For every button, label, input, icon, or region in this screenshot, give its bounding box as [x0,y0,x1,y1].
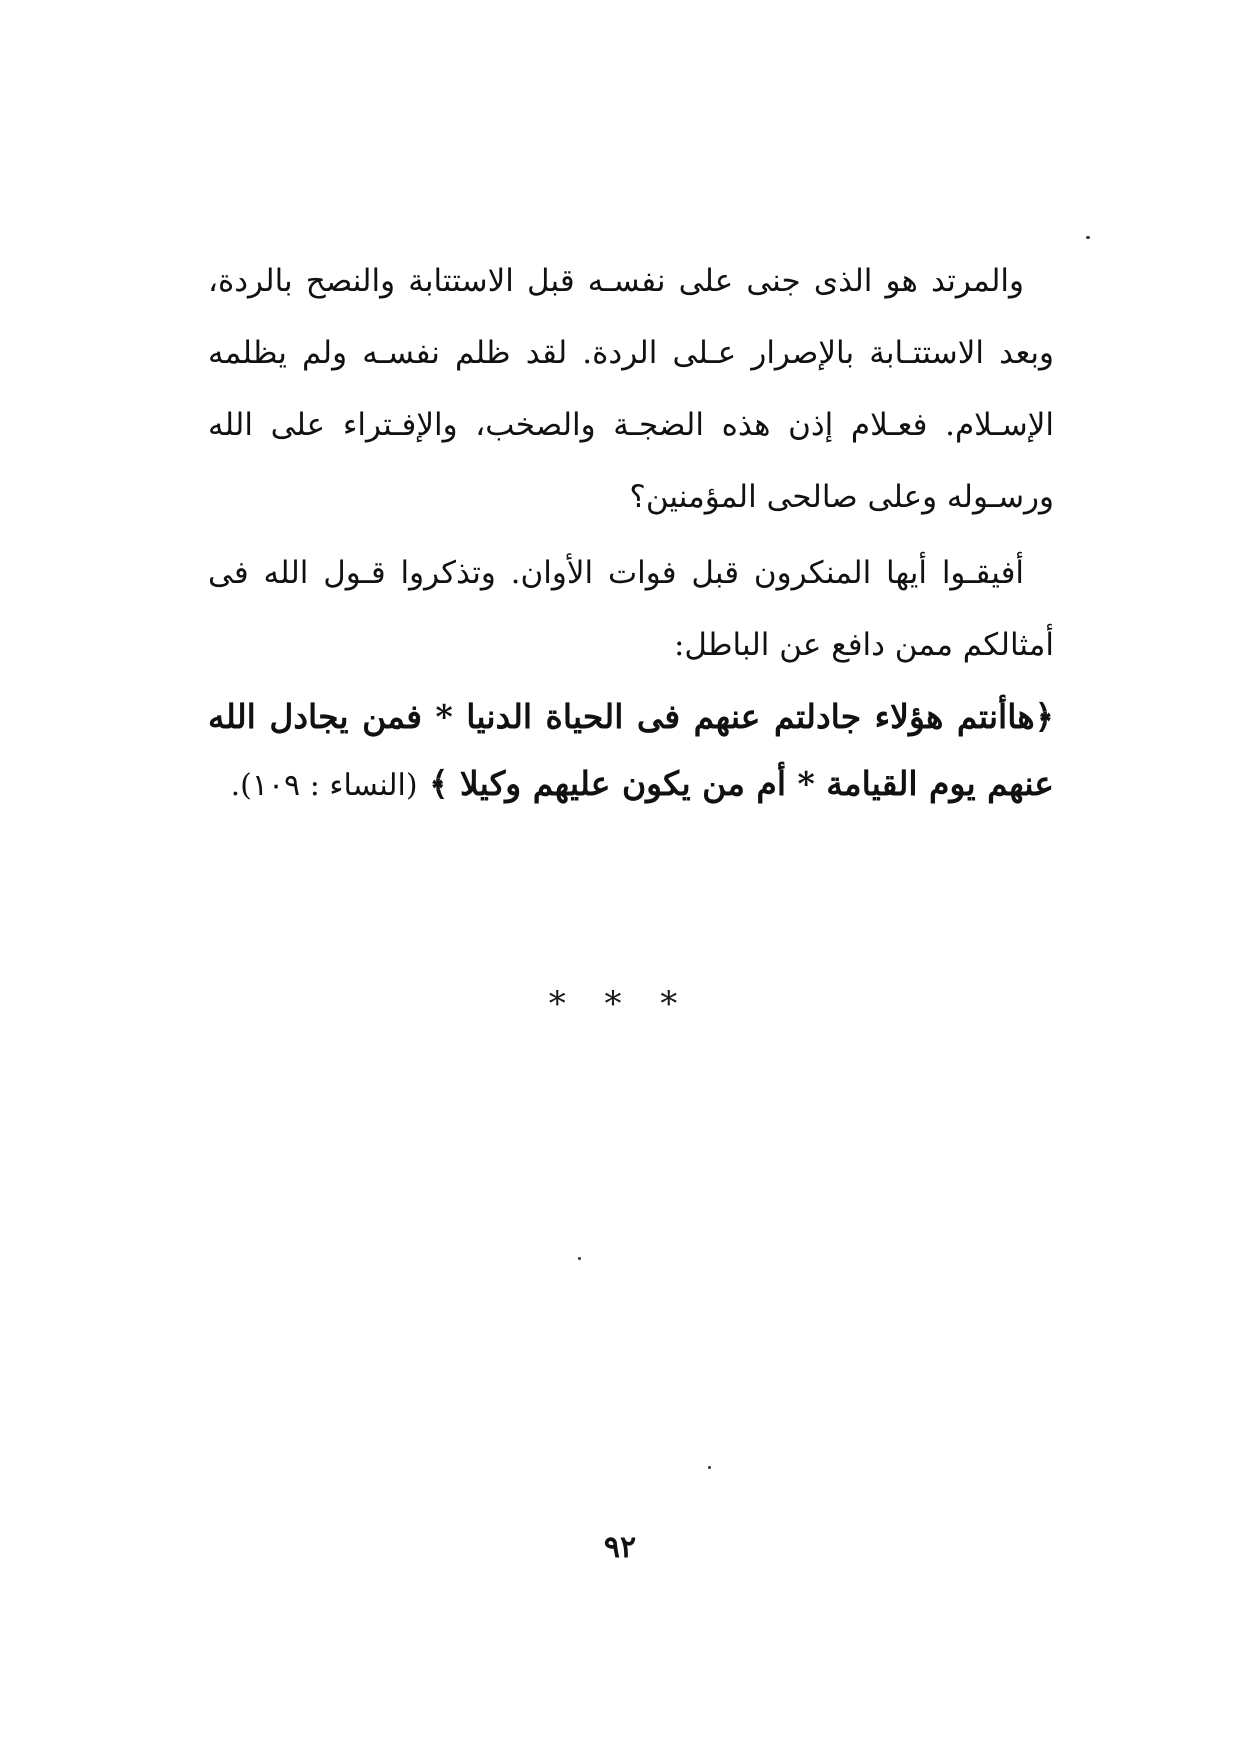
paragraph-apostate: والمرتد هو الذى جنى على نفسـه قبل الاستتابة والنصح بالردة، وبعد الاستتـابة بالإصرار عـلى الردة. لقد ظلم نفسـه ولم يظلمه الإسـلام. فعـلام إذن هذه الضجـة والصخب، والإفـتراء على الله ورسـوله وعلى صالحى المؤمنين؟ [208,263,1054,515]
quran-verse [208,683,1054,819]
scan-speck [708,1466,711,1469]
verse-reference: (النساء : ١٠٩). [230,768,418,803]
scan-speck [1086,236,1090,239]
scan-speck [578,1257,581,1260]
verse-text: ﴿هاأنتم هؤلاء جادلتم عنهم فى الحياة الدنيا * فمن يجادل الله عنهم يوم القيامة * أم من يكون عليهم وكيلا ﴾ [208,697,1054,803]
section-separator: * * * [548,984,692,1024]
paragraph-warning: أفيقـوا أيها المنكرون قبل فوات الأوان. وتذكروا قـول الله فى أمثالكم ممن دافع عن الباطل: [208,555,1054,663]
page-body [208,245,1054,819]
page-number: ٩٢ [603,1530,637,1565]
